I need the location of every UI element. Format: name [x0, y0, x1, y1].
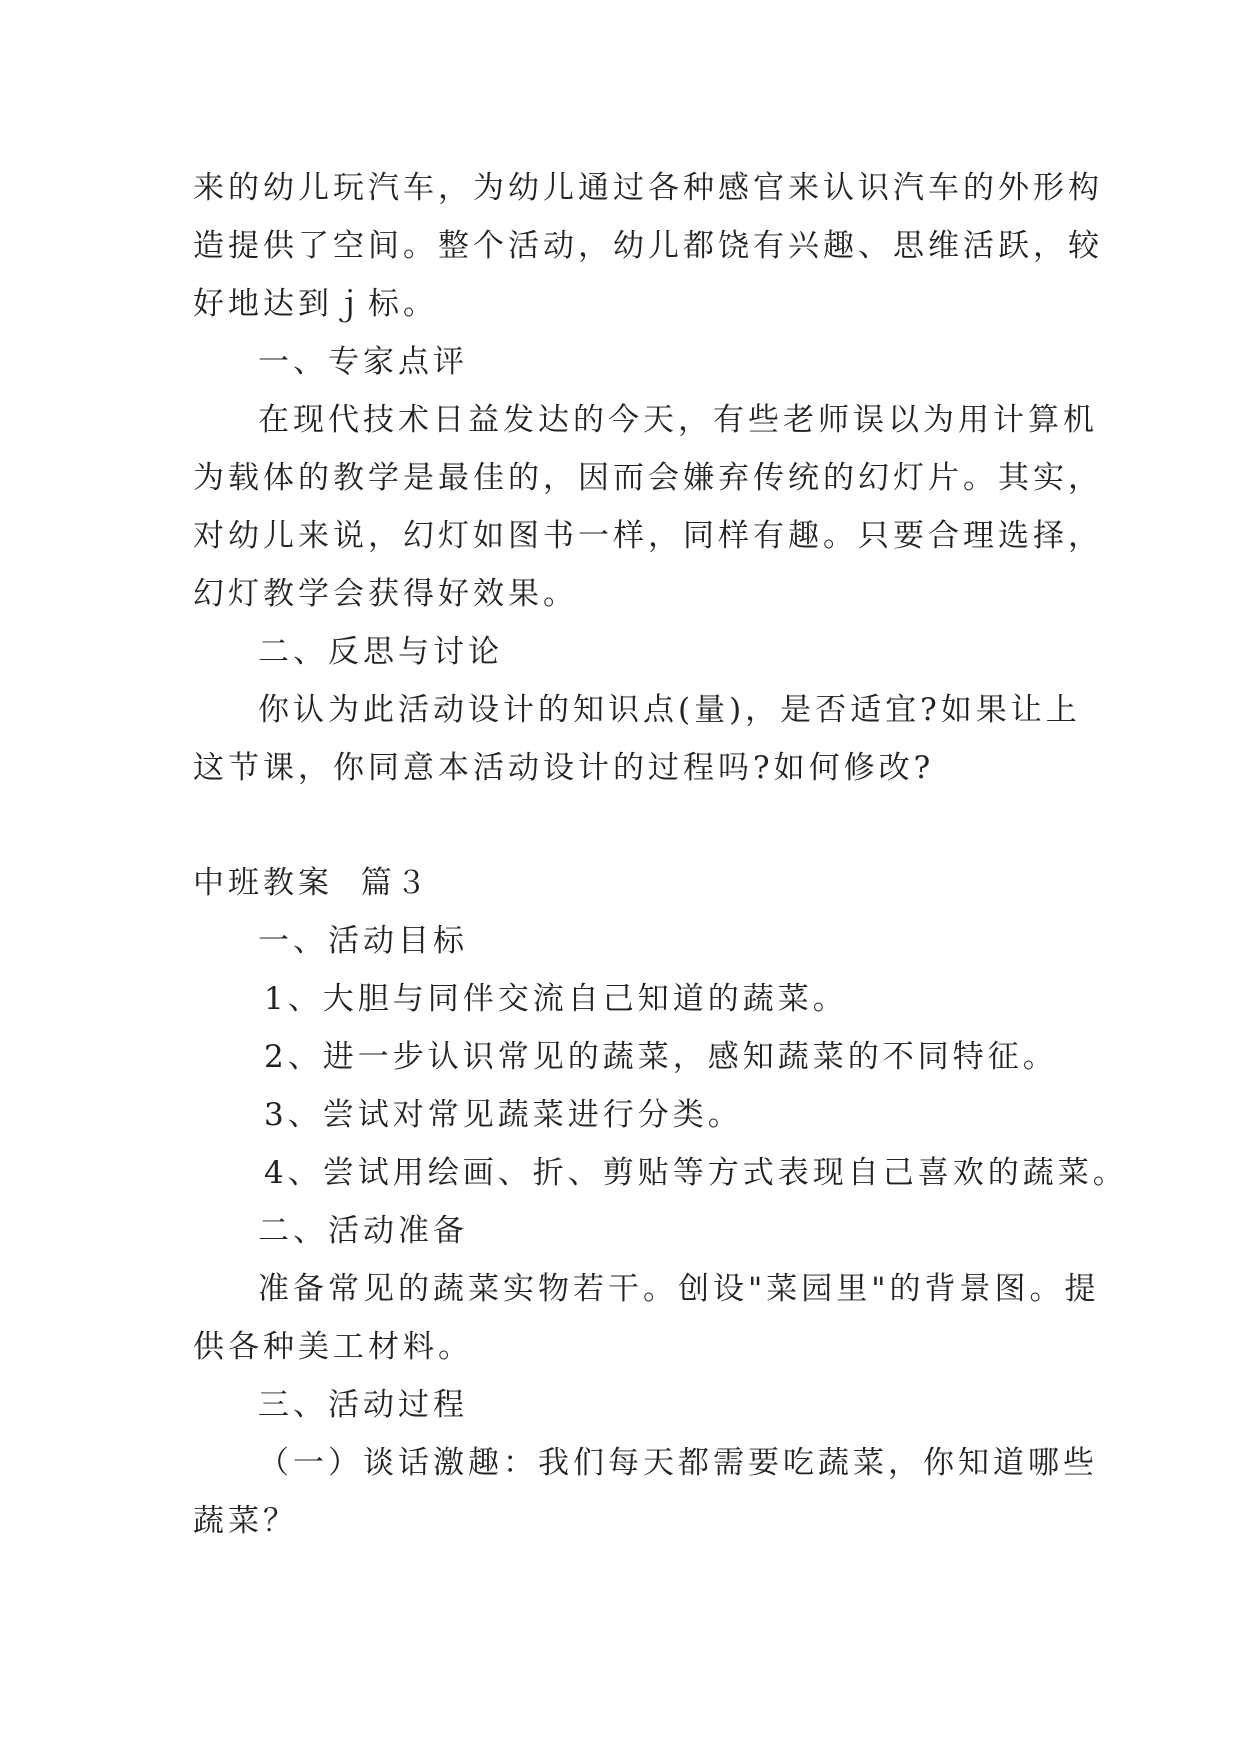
section-heading: 二、活动准备	[258, 1213, 468, 1249]
text-line: 幻灯教学会获得好效果。	[193, 576, 578, 612]
section-heading: 一、专家点评	[258, 344, 468, 380]
list-item: 3、尝试对常见蔬菜进行分类。	[264, 1097, 743, 1133]
text-line: 好地达到ｊ标。	[193, 286, 438, 322]
text-line: 这节课，你同意本活动设计的过程吗?如何修改?	[193, 750, 935, 786]
text-line: 蔬菜？	[193, 1503, 298, 1539]
text-line: 你认为此活动设计的知识点(量)，是否适宜?如果让上	[258, 692, 1081, 728]
text-line: 准备常见的蔬菜实物若干。创设"菜园里"的背景图。提	[258, 1271, 1100, 1307]
text-line: （一）谈话激趣：我们每天都需要吃蔬菜，你知道哪些	[258, 1445, 1098, 1481]
list-item: 1、大胆与同伴交流自己知道的蔬菜。	[264, 981, 848, 1017]
text-line: 来的幼儿玩汽车，为幼儿通过各种感官来认识汽车的外形构	[193, 170, 1103, 206]
article-title: 中班教案 篇３	[193, 865, 431, 901]
text-line: 造提供了空间。整个活动，幼儿都饶有兴趣、思维活跃，较	[193, 228, 1103, 264]
list-item: 4、尝试用绘画、折、剪贴等方式表现自己喜欢的蔬菜。	[264, 1155, 1128, 1191]
section-heading: 二、反思与讨论	[258, 634, 503, 670]
text-line: 在现代技术日益发达的今天，有些老师误以为用计算机	[258, 402, 1098, 438]
list-item: 2、进一步认识常见的蔬菜，感知蔬菜的不同特征。	[264, 1039, 1058, 1075]
text-line: 供各种美工材料。	[193, 1329, 473, 1365]
text-line: 为载体的教学是最佳的，因而会嫌弃传统的幻灯片。其实，	[193, 460, 1103, 496]
section-heading: 一、活动目标	[258, 923, 468, 959]
section-heading: 三、活动过程	[258, 1387, 468, 1423]
text-line: 对幼儿来说，幻灯如图书一样，同样有趣。只要合理选择，	[193, 518, 1103, 554]
